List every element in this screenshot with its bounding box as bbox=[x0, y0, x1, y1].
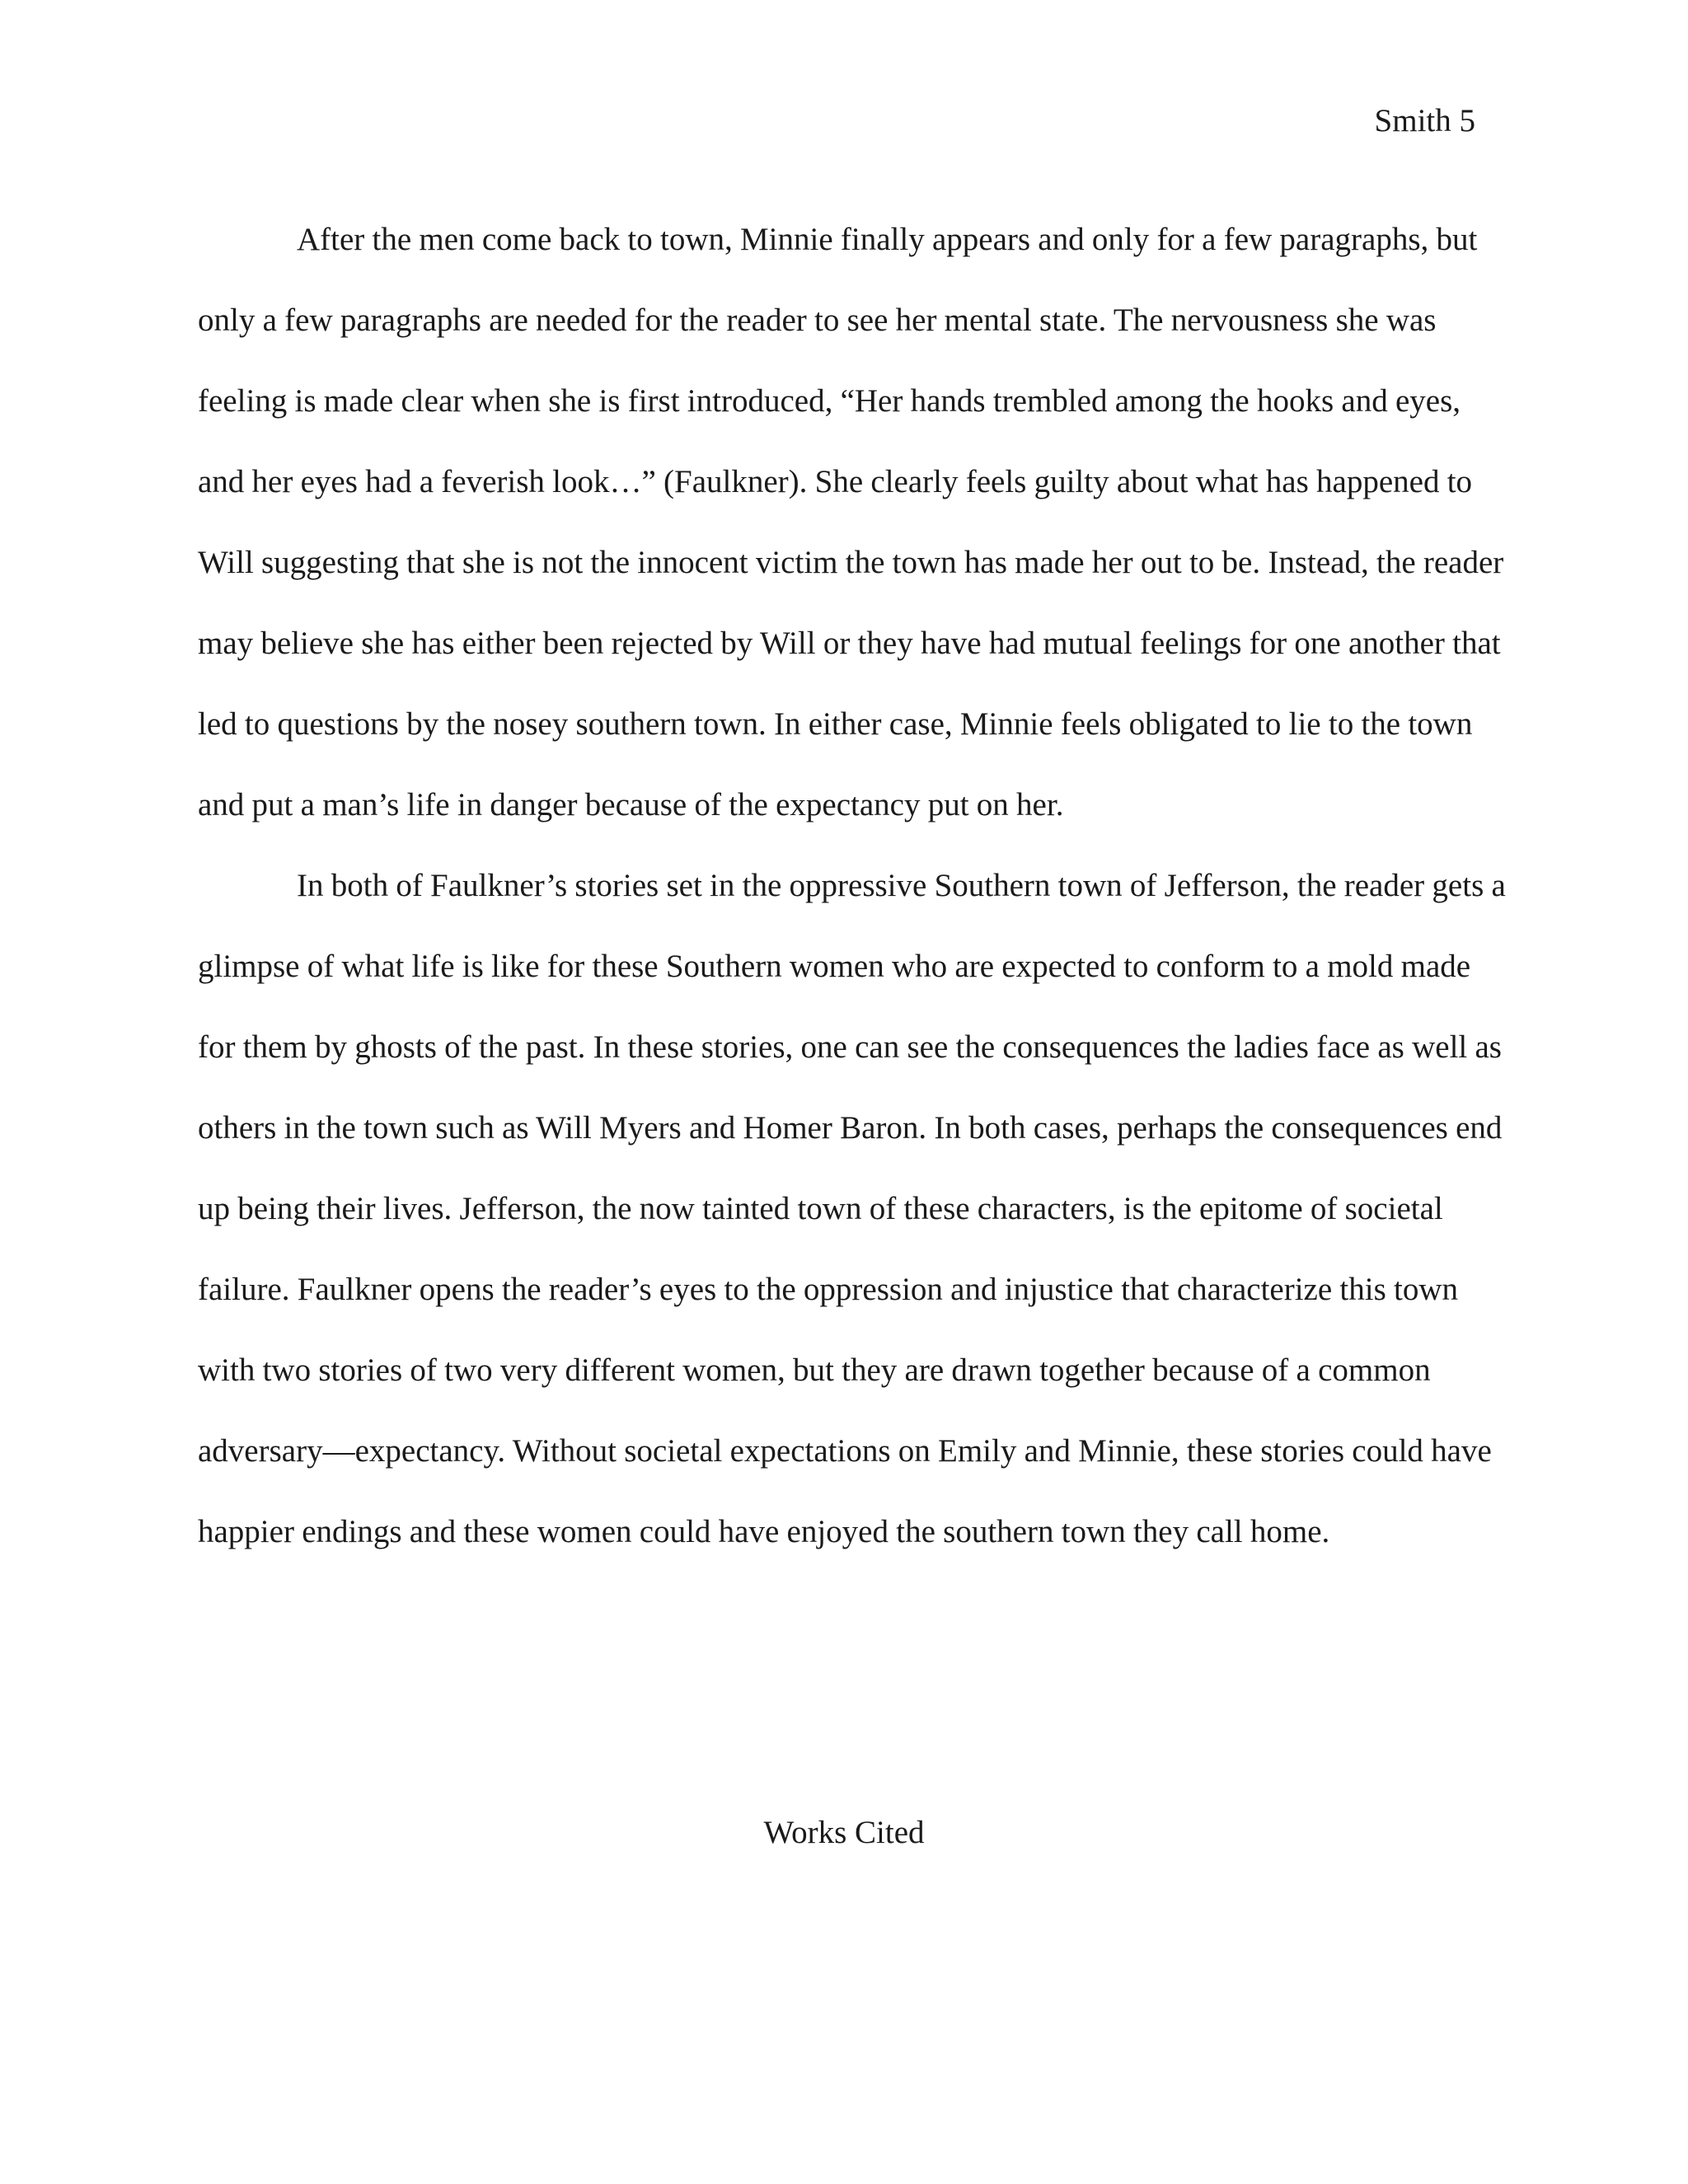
body-paragraph-1: After the men come back to town, Minnie finally appears and only for a few paragraphs, but only a few paragraphs are needed for the reader to see her mental state. The nervousness she was feeling is made clear when she is first introduced, “Her hands trembled among the hooks and eyes, and her eyes had a feverish look…” (Faulkner). She clearly feels guilty about what has happened to Will suggesting that she is not the innocent victim the town has made her out to be. Instead, the reader may believe she has either been rejected by Will or they have had mutual feelings for one another that led to questions by the nosey southern town. In either case, Minnie feels obligated to lie to the town and put a man’s life in danger because of the expectancy put on her. bbox=[198, 222, 1504, 823]
body-paragraph-2: In both of Faulkner’s stories set in the oppressive Southern town of Jefferson, the reader gets a glimpse of what life is like for these Southern women who are expected to conform to a mold made for them by ghosts of the past. In these stories, one can see the consequences the ladies face as well as others in the town such as Will Myers and Homer Baron. In both cases, perhaps the consequences end up being their lives. Jefferson, the now tainted town of these characters, is the epitome of societal failure. Faulkner opens the reader’s eyes to the oppression and injustice that characterize this town with two stories of two very different women, but they are drawn together because of a common adversary—expectancy. Without societal expectations on Emily and Minnie, these stories could have happier endings and these women could have enjoyed the southern town they call home. bbox=[198, 868, 1506, 1549]
running-head-page-number: Smith 5 bbox=[1374, 103, 1475, 138]
essay-body bbox=[198, 199, 1508, 1572]
works-cited-heading: Works Cited bbox=[763, 1815, 925, 1850]
